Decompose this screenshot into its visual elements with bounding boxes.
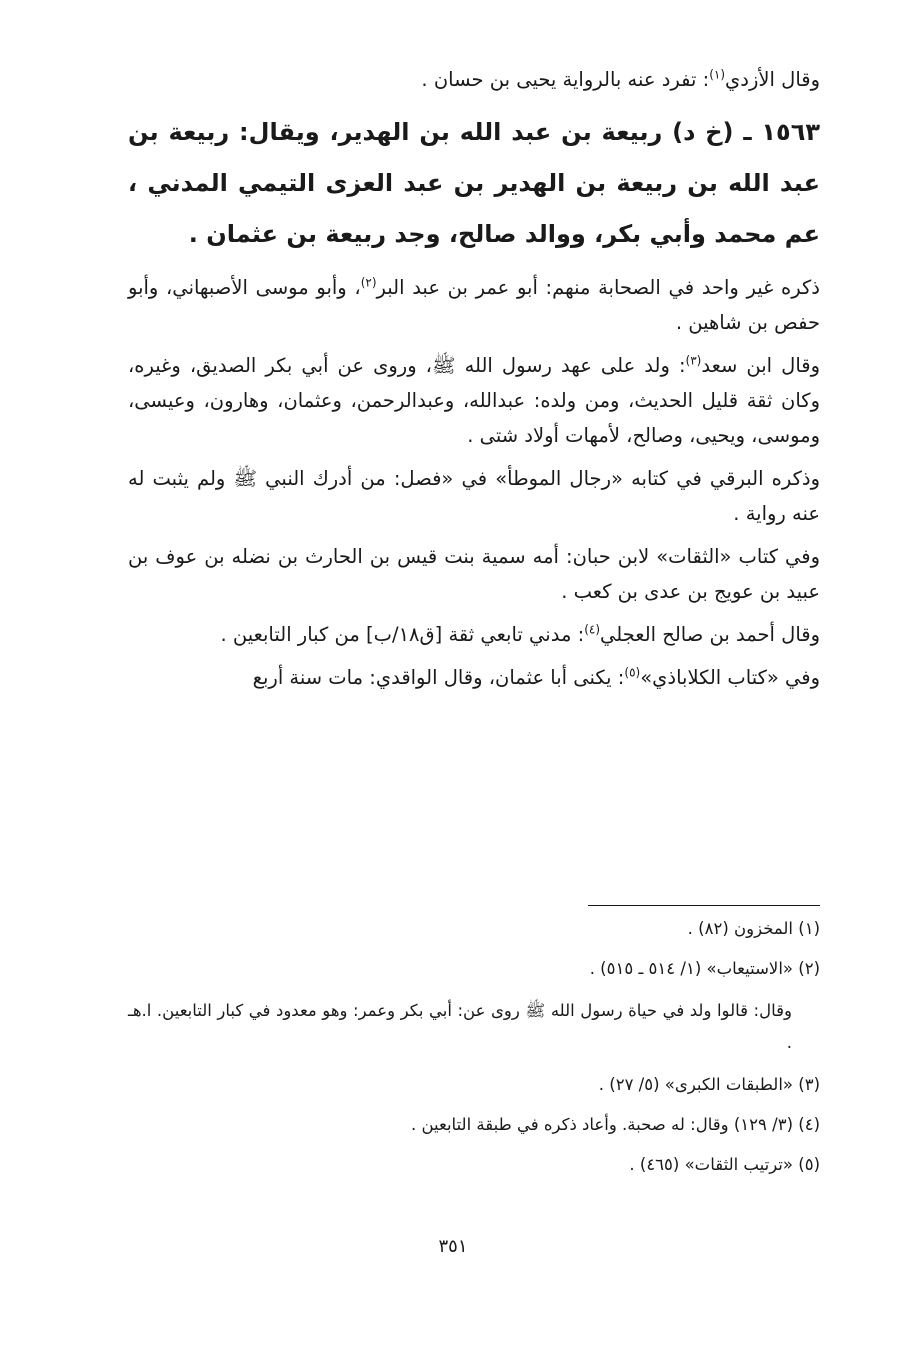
footnote-5: (٥) «ترتيب الثقات» (٤٦٥) . [629,1155,820,1174]
footnote-ref: (٥) [624,665,641,680]
text: وقال أحمد بن صالح العجلي [600,623,820,646]
text: : يكنى أبا عثمان، وقال الواقدي: مات سنة أربع [252,666,625,689]
main-text [128,62,820,703]
footnote-divider [588,905,820,906]
footnote-2-continuation: وقال: قالوا ولد في حياة رسول الله ﷺ روى عن: أبي بكر وعمر: وهو معدود في كبار التابعين. ا.هـ . [128,1001,792,1052]
footnote-ref: (١) [709,67,726,82]
paragraph-ibn-saad [128,348,820,453]
text: : مدني تابعي ثقة [ق١٨/ب] من كبار التابعين . [220,623,585,646]
text: وقال ابن سعد [701,354,821,377]
paragraph-thiqat: وفي كتاب «الثقات» لابن حبان: أمه سمية بنت قيس بن الحارث بن نضله بن عوف بن عبيد بن عويج بن عدى بن كعب . [128,545,820,603]
text: ، وأبو موسى الأصبهاني، وأبو حفص بن شاهين . [128,276,820,334]
paragraph-kalabadhi [128,660,820,695]
footnote-ref: (٤) [584,622,601,637]
footnote-2: (٢) «الاستيعاب» (١/ ٥١٤ ـ ٥١٥) . [589,959,820,978]
paragraph-azdi [128,62,820,97]
footnote-3: (٣) «الطبقات الكبرى» (٥/ ٢٧) . [598,1075,820,1094]
text: : ولد على عهد رسول الله ﷺ، وروى عن أبي بكر الصديق، وغيره، وكان ثقة قليل الحديث، ومن ولده: عبدالله، وعبدالرحمن، وعثمان، وهارون، وعيسى، وموسى، ويحيى، وصالح، لأمهات أولاد شتى . [128,354,820,447]
paragraph-sahaba [128,270,820,340]
page-number: ٣٥١ [438,1236,468,1257]
text: ذكره غير واحد في الصحابة منهم: أبو عمر بن عبد البر [376,276,820,299]
footnotes [128,915,820,1191]
text: وفي «كتاب الكلاباذي» [640,666,820,689]
paragraph-barqi: وذكره البرقي في كتابه «رجال الموطأ» في «فصل: من أدرك النبي ﷺ ولم يثبت له عنه رواية . [128,467,820,525]
text: : تفرد عنه بالرواية يحيى بن حسان . [421,68,710,91]
footnote-ref: (٣) [685,353,702,368]
footnote-4: (٤) (٣/ ١٢٩) وقال: له صحبة. وأعاد ذكره في طبقة التابعين . [410,1115,820,1134]
footnote-ref: (٢) [360,275,377,290]
text: وقال الأزدي [725,68,820,91]
paragraph-ijli [128,617,820,652]
footnote-1: (١) المخزون (٨٢) . [687,919,820,938]
entry-heading: ١٥٦٣ ـ (خ د) ربيعة بن عبد الله بن الهدير، ويقال: ربيعة بن عبد الله بن ربيعة بن الهدير بن عبد العزى التيمي المدني ، عم محمد وأبي بكر، ووالد صالح، وجد ربيعة بن عثمان . [128,118,820,248]
